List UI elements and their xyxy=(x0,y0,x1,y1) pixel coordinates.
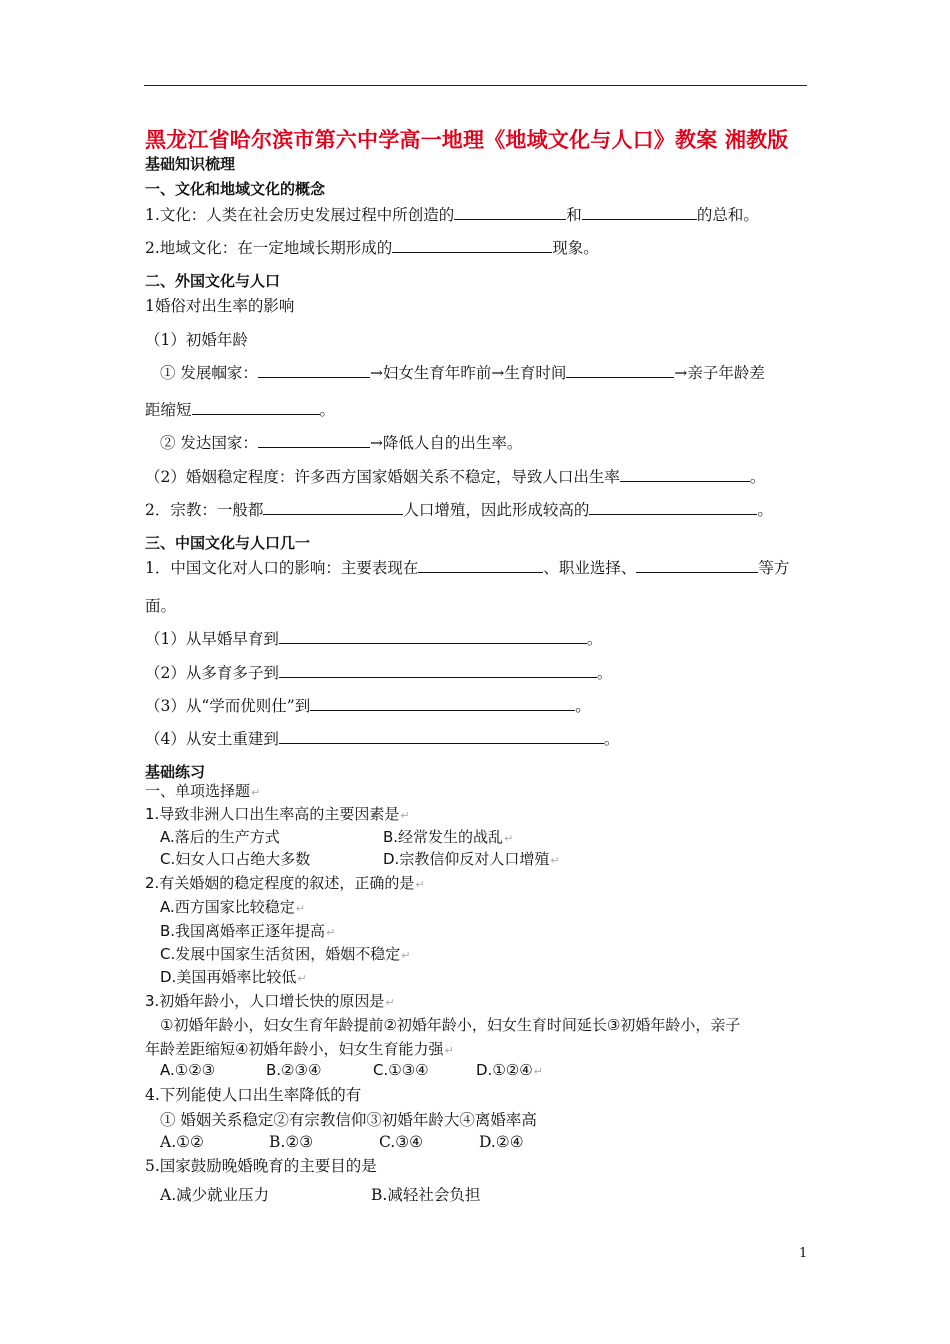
q1-option-b[interactable]: B.经常发生的战乱↵ xyxy=(383,828,514,846)
blank-field[interactable] xyxy=(192,399,320,415)
q2-stem: 2.有关婚姻的稳定程度的叙述，正确的是↵ xyxy=(145,874,425,892)
blank-field[interactable] xyxy=(589,499,757,515)
blank-field[interactable] xyxy=(263,499,403,515)
header-rule xyxy=(144,85,807,86)
q3-statements-line1: ①初婚年龄小，妇女生育年龄提前②初婚年龄小，妇女生育时间延长③初婚年龄小，亲子 xyxy=(160,1016,741,1034)
blank-field[interactable] xyxy=(392,237,552,253)
s3-question-1-cont: 面。 xyxy=(145,597,177,615)
q3-stem: 3.初婚年龄小，人口增长快的原因是↵ xyxy=(145,992,395,1010)
return-mark-icon: ↵ xyxy=(297,972,307,985)
return-mark-icon: ↵ xyxy=(550,854,560,867)
return-mark-icon: ↵ xyxy=(533,1065,543,1078)
q1-option-a[interactable]: A.落后的生产方式 xyxy=(160,828,280,846)
return-mark-icon: ↵ xyxy=(400,809,410,822)
q2-option-d[interactable]: D.美国再婚率比较低↵ xyxy=(160,968,307,986)
s2-question-1: 1婚俗对出生率的影响 xyxy=(145,297,295,315)
section3-heading: 三、中国文化与人口几一 xyxy=(145,534,311,552)
q1-option-d[interactable]: D.宗教信仰反对人口增殖↵ xyxy=(383,850,560,868)
q3-option-b[interactable]: B.②③④ xyxy=(266,1061,322,1079)
section2-heading: 二、外国文化与人口 xyxy=(145,272,281,290)
s2-developing: ① 发展帼家： →妇女生育年昨前→生育时间 →亲子年龄差 xyxy=(160,364,765,382)
blank-field[interactable] xyxy=(636,557,758,573)
q4-option-c[interactable]: C.③④ xyxy=(379,1133,424,1151)
s3-item-4: （4）从安土重建到 。 xyxy=(145,730,620,748)
q3-option-a[interactable]: A.①②③ xyxy=(160,1061,216,1079)
q3-option-c[interactable]: C.①③④ xyxy=(373,1061,429,1079)
return-mark-icon: ↵ xyxy=(251,786,261,799)
blank-field[interactable] xyxy=(418,557,543,573)
return-mark-icon: ↵ xyxy=(385,996,395,1009)
blank-field[interactable] xyxy=(454,204,566,220)
section1-heading: 一、文化和地域文化的概念 xyxy=(145,180,326,198)
s2-item-1: （1）初婚年龄 xyxy=(145,331,248,349)
s2-developed: ② 发达国家： →降低人自的出生率。 xyxy=(160,434,523,452)
q1-option-c[interactable]: C.妇女人口占绝大多数 xyxy=(160,850,311,868)
blank-field[interactable] xyxy=(566,362,674,378)
q5-option-b[interactable]: B.减轻社会负担 xyxy=(371,1186,481,1204)
s2-developing-cont: 距缩短 。 xyxy=(145,401,336,419)
q2-option-b[interactable]: B.我国离婚率正逐年提高↵ xyxy=(160,922,336,940)
s3-item-2: （2）从多育多子到 。 xyxy=(145,664,613,682)
return-mark-icon: ↵ xyxy=(326,926,336,939)
q4-option-a[interactable]: A.①② xyxy=(160,1133,204,1151)
blank-field[interactable] xyxy=(279,728,604,744)
s2-item-2: （2）婚姻稳定程度：许多西方国家婚姻关系不稳定，导致人口出生率 。 xyxy=(145,468,766,486)
q4-statements: ① 婚姻关系稳定②有宗教信仰③初婚年龄大④离婚率高 xyxy=(160,1111,537,1129)
q2-option-a[interactable]: A.西方国家比较稳定↵ xyxy=(160,898,305,916)
return-mark-icon: ↵ xyxy=(295,902,305,915)
blank-field[interactable] xyxy=(620,466,750,482)
q2-option-c[interactable]: C.发展中国家生活贫困，婚姻不稳定↵ xyxy=(160,945,411,963)
q4-option-d[interactable]: D.②④ xyxy=(479,1133,524,1151)
return-mark-icon: ↵ xyxy=(401,949,411,962)
section-knowledge-heading: 基础知识梳理 xyxy=(145,155,236,173)
document-title: 黑龙江省哈尔滨市第六中学高一地理《地域文化与人口》教案 湘教版 xyxy=(145,128,789,152)
blank-field[interactable] xyxy=(310,695,575,711)
s2-question-2: 2．宗教：一般都 人口增殖，因此形成较高的 。 xyxy=(145,501,773,519)
q1-stem: 1.导致非洲人口出生率高的主要因素是↵ xyxy=(145,805,410,823)
q5-option-a[interactable]: A.减少就业压力 xyxy=(160,1186,270,1204)
page-number: 1 xyxy=(799,1246,808,1261)
s1-question-1: 1.文化：人类在社会历史发展过程中所创造的 和 的总和。 xyxy=(145,206,759,224)
q3-statements-line2: 年龄差距缩短④初婚年龄小，妇女生育能力强↵ xyxy=(145,1040,454,1058)
q5-stem: 5.国家鼓励晚婚晚育的主要目的是 xyxy=(145,1157,377,1175)
s3-question-1: 1．中国文化对人口的影响：主要表现在 、职业选择、 等方 xyxy=(145,559,790,577)
return-mark-icon: ↵ xyxy=(444,1044,454,1057)
practice-subheading: 一、单项选择题↵ xyxy=(145,782,261,800)
s3-item-3: （3）从“学而优则仕”到 。 xyxy=(145,697,591,715)
q4-option-b[interactable]: B.②③ xyxy=(269,1133,314,1151)
blank-field[interactable] xyxy=(258,432,370,448)
blank-field[interactable] xyxy=(279,662,597,678)
return-mark-icon: ↵ xyxy=(415,878,425,891)
return-mark-icon: ↵ xyxy=(504,832,514,845)
blank-field[interactable] xyxy=(279,628,587,644)
s3-item-1: （1）从早婚早育到 。 xyxy=(145,630,603,648)
q4-stem: 4.下列能使人口出生率降低的有 xyxy=(145,1086,362,1104)
blank-field[interactable] xyxy=(582,204,697,220)
q3-option-d[interactable]: D.①②④↵ xyxy=(476,1061,543,1079)
section-practice-heading: 基础练习 xyxy=(145,763,206,781)
s1-question-2: 2.地域文化：在一定地域长期形成的 现象。 xyxy=(145,239,599,257)
blank-field[interactable] xyxy=(258,362,370,378)
